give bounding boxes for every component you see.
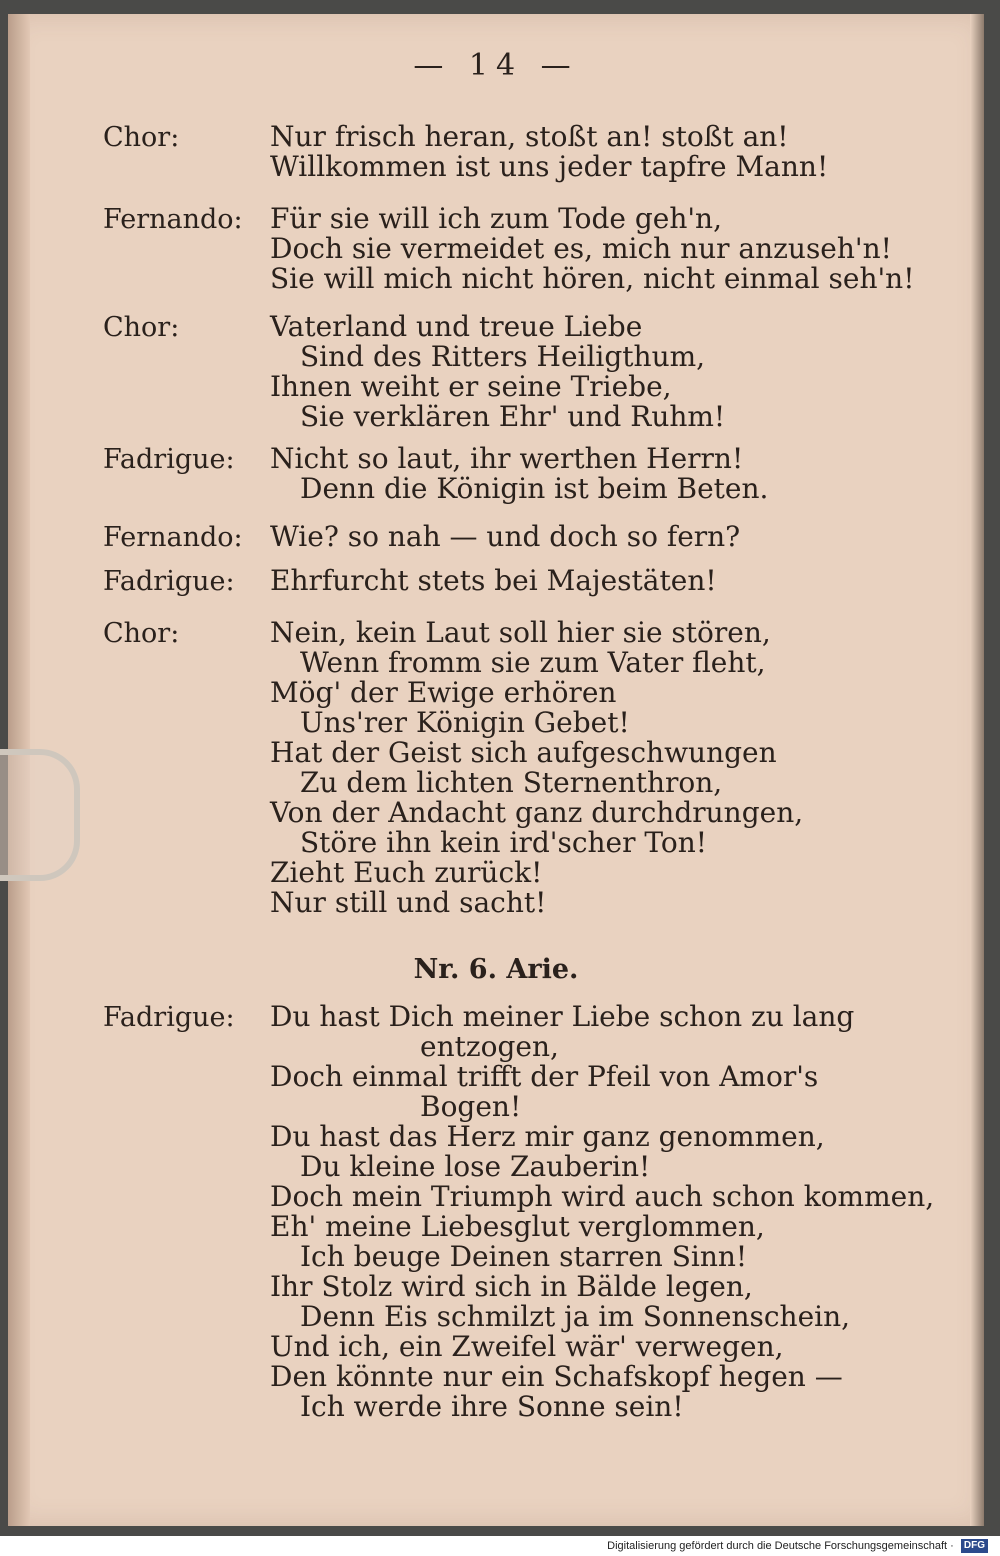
verse-line: Ehrfurcht stets bei Majestäten!: [270, 564, 717, 597]
verse-line: Störe ihn kein ird'scher Ton!: [300, 826, 708, 859]
verse-lines: [270, 444, 768, 504]
verse-line: Ihr Stolz wird sich in Bälde legen,: [270, 1270, 753, 1303]
section-heading: Nr. 6. Arie.: [413, 954, 579, 985]
verse-line: Nur still und sacht!: [270, 886, 547, 919]
speaker-name: Fadrigue:: [103, 1002, 235, 1033]
verse-line: Nur frisch heran, stoßt an! stoßt an!: [270, 120, 789, 153]
verse-line: Nein, kein Laut soll hier sie stören,: [270, 616, 771, 649]
verse-line: Von der Andacht ganz durchdrungen,: [270, 796, 804, 829]
speaker-name: Chor:: [103, 618, 180, 649]
verse-line: Und ich, ein Zweifel wär' verwegen,: [270, 1330, 784, 1363]
book-page: [8, 14, 984, 1526]
verse-line: Bogen!: [420, 1090, 522, 1123]
page-edge-right: [970, 14, 984, 1526]
verse-line: Für sie will ich zum Tode geh'n,: [270, 202, 722, 235]
footer-credit: [607, 1536, 988, 1556]
verse-line: Wenn fromm sie zum Vater fleht,: [300, 646, 766, 679]
verse-line: Mög' der Ewige erhören: [270, 676, 617, 709]
verse-line: Wie? so nah — und doch so fern?: [270, 520, 741, 553]
verse-lines: [270, 1002, 934, 1422]
verse-line: entzogen,: [420, 1030, 559, 1063]
verse-lines: [270, 204, 914, 294]
verse-line: Du hast das Herz mir ganz genommen,: [270, 1120, 825, 1153]
verse-line: Willkommen ist uns jeder tapfre Mann!: [270, 150, 829, 183]
verse-line: Denn die Königin ist beim Beten.: [300, 472, 769, 505]
verse-line: Zu dem lichten Sternenthron,: [300, 766, 723, 799]
speaker-name: Fernando:: [103, 204, 243, 235]
verse-line: Hat der Geist sich aufgeschwungen: [270, 736, 777, 769]
verse-lines: [270, 566, 717, 596]
verse-line: Uns'rer Königin Gebet!: [300, 706, 630, 739]
verse-line: Doch mein Triumph wird auch schon kommen,: [270, 1180, 935, 1213]
verse-line: Du hast Dich meiner Liebe schon zu lang: [270, 1000, 855, 1033]
verse-line: Ihnen weiht er seine Triebe,: [270, 370, 672, 403]
verse-lines: [270, 522, 740, 552]
verse-line: Du kleine lose Zauberin!: [300, 1150, 651, 1183]
verse-lines: [270, 122, 828, 182]
verse-line: Vaterland und treue Liebe: [270, 310, 643, 343]
speaker-name: Fernando:: [103, 522, 243, 553]
verse-line: Sie will mich nicht hören, nicht einmal seh'n!: [270, 262, 915, 295]
speaker-name: Chor:: [103, 312, 180, 343]
speaker-name: Chor:: [103, 122, 180, 153]
dfg-logo: DFG: [961, 1539, 988, 1553]
verse-line: Denn Eis schmilzt ja im Sonnenschein,: [300, 1300, 851, 1333]
page-number: — 14 —: [413, 48, 579, 83]
verse-line: Nicht so laut, ihr werthen Herrn!: [270, 442, 744, 475]
verse-line: Sind des Ritters Heiligthum,: [300, 340, 706, 373]
verse-line: Doch sie vermeidet es, mich nur anzuseh'n!: [270, 232, 892, 265]
verse-line: Zieht Euch zurück!: [270, 856, 543, 889]
verse-line: Ich beuge Deinen starren Sinn!: [300, 1240, 748, 1273]
speaker-name: Fadrigue:: [103, 566, 235, 597]
verse-lines: [270, 618, 803, 918]
verse-line: Sie verklären Ehr' und Ruhm!: [300, 400, 726, 433]
verse-line: Den könnte nur ein Schafskopf hegen —: [270, 1360, 843, 1393]
verse-line: Eh' meine Liebesglut verglommen,: [270, 1210, 765, 1243]
paper-clip: [0, 749, 80, 881]
footer-text: Digitalisierung gefördert durch die Deutsche Forschungsgemeinschaft ·: [607, 1540, 954, 1552]
verse-line: Doch einmal trifft der Pfeil von Amor's: [270, 1060, 819, 1093]
speaker-name: Fadrigue:: [103, 444, 235, 475]
verse-lines: [270, 312, 725, 432]
verse-line: Ich werde ihre Sonne sein!: [300, 1390, 684, 1423]
